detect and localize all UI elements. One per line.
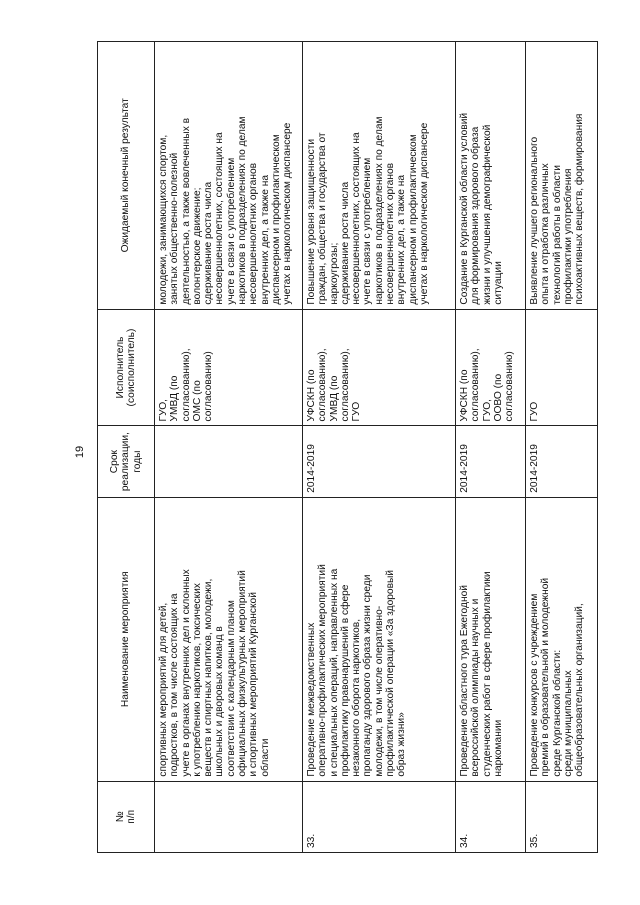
- header-term: Срок реализации, годы: [98, 426, 155, 497]
- row-term: 2014-2019: [303, 426, 456, 497]
- header-result: Ожидаемый конечный результат: [98, 42, 155, 310]
- row-executor: ГУО: [526, 309, 598, 426]
- row-term: 2014-2019: [526, 426, 598, 497]
- header-num: № п/п: [98, 781, 155, 852]
- header-name: Наименование мероприятия: [98, 497, 155, 781]
- table-header-row: [98, 42, 155, 853]
- row-num: 33.: [303, 781, 456, 852]
- row-result: Создание в Курганской области условий для формирования здорового образа жизни и улучшения демографической ситуации: [456, 42, 526, 310]
- row-num: 35.: [526, 781, 598, 852]
- row-result: молодежи, занимающихся спортом, занятых общественно-полезной деятельностью, а также вовлеченных в волонтерское движение; сдерживание роста числа несовершеннолетних, состоящих на учете в связи с употреблением наркотиков в подразделениях по делам несовершеннолетних органов внутренних дел, а также на диспансерном и профилактическом учетах в наркологическом диспансере: [155, 42, 303, 310]
- row-name: Проведение конкурсов с учреждением премий в образовательной и молодежной среде Курганской области: среди муниципальных общеобразовательных организаций,: [526, 497, 598, 781]
- header-executor: Исполнитель (соисполнитель): [98, 309, 155, 426]
- row-num: [155, 781, 303, 852]
- row-executor: УФСКН (по согласованию), УМВД (по согласованию), ГУО: [303, 309, 456, 426]
- row-result: Повышение уровня защищенности граждан, общества и государства от наркоугрозы; сдерживание роста числа несовершеннолетних, состоящих на учете в связи с употреблением наркотиков в подразделениях по делам несовершеннолетних органов внутренних дел, а также на диспансерном и профилактическом учетах в наркологическом диспансере: [303, 42, 456, 310]
- table-row: [456, 42, 526, 853]
- row-num: 34.: [456, 781, 526, 852]
- row-executor: ГУО, УМВД (по согласованию), ОМС (по согласованию): [155, 309, 303, 426]
- row-term: 2014-2019: [456, 426, 526, 497]
- measures-table: [97, 41, 598, 853]
- row-name: спортивных мероприятий для детей, подростков, в том числе состоящих на учете в органах внутренних дел и склонных к употреблению наркотиков, токсических веществ и спиртных напитков, молодежи, школьных и дворовых команд в соответствии с календарным планом официальных физкультурных мероприятий и спортивных мероприятий Курганской области: [155, 497, 303, 781]
- row-term: [155, 426, 303, 497]
- table-row: [303, 42, 456, 853]
- row-result: Выявление лучшего регионального опыта и отработка различных технологий работы в области профилактики употребления психоактивных веществ, формирования: [526, 42, 598, 310]
- table-row: [155, 42, 303, 853]
- row-name: Проведение межведомственных оперативно-профилактических мероприятий и специальных операций, направленных на профилактику правонарушений в сфере незаконного оборота наркотиков, пропаганду здорового образа жизни среди молодежи, в том числе оперативно- профилактической операции «За здоровый образ жизни»: [303, 497, 456, 781]
- row-executor: УФСКН (по согласованию), ГУО, ООВО (по согласованию): [456, 309, 526, 426]
- row-name: Проведение областного тура Ежегодной всероссийской олимпиады научных и студенческих работ в сфере профилактики наркомании: [456, 497, 526, 781]
- page-number: 19: [74, 445, 86, 459]
- table-row: [526, 42, 598, 853]
